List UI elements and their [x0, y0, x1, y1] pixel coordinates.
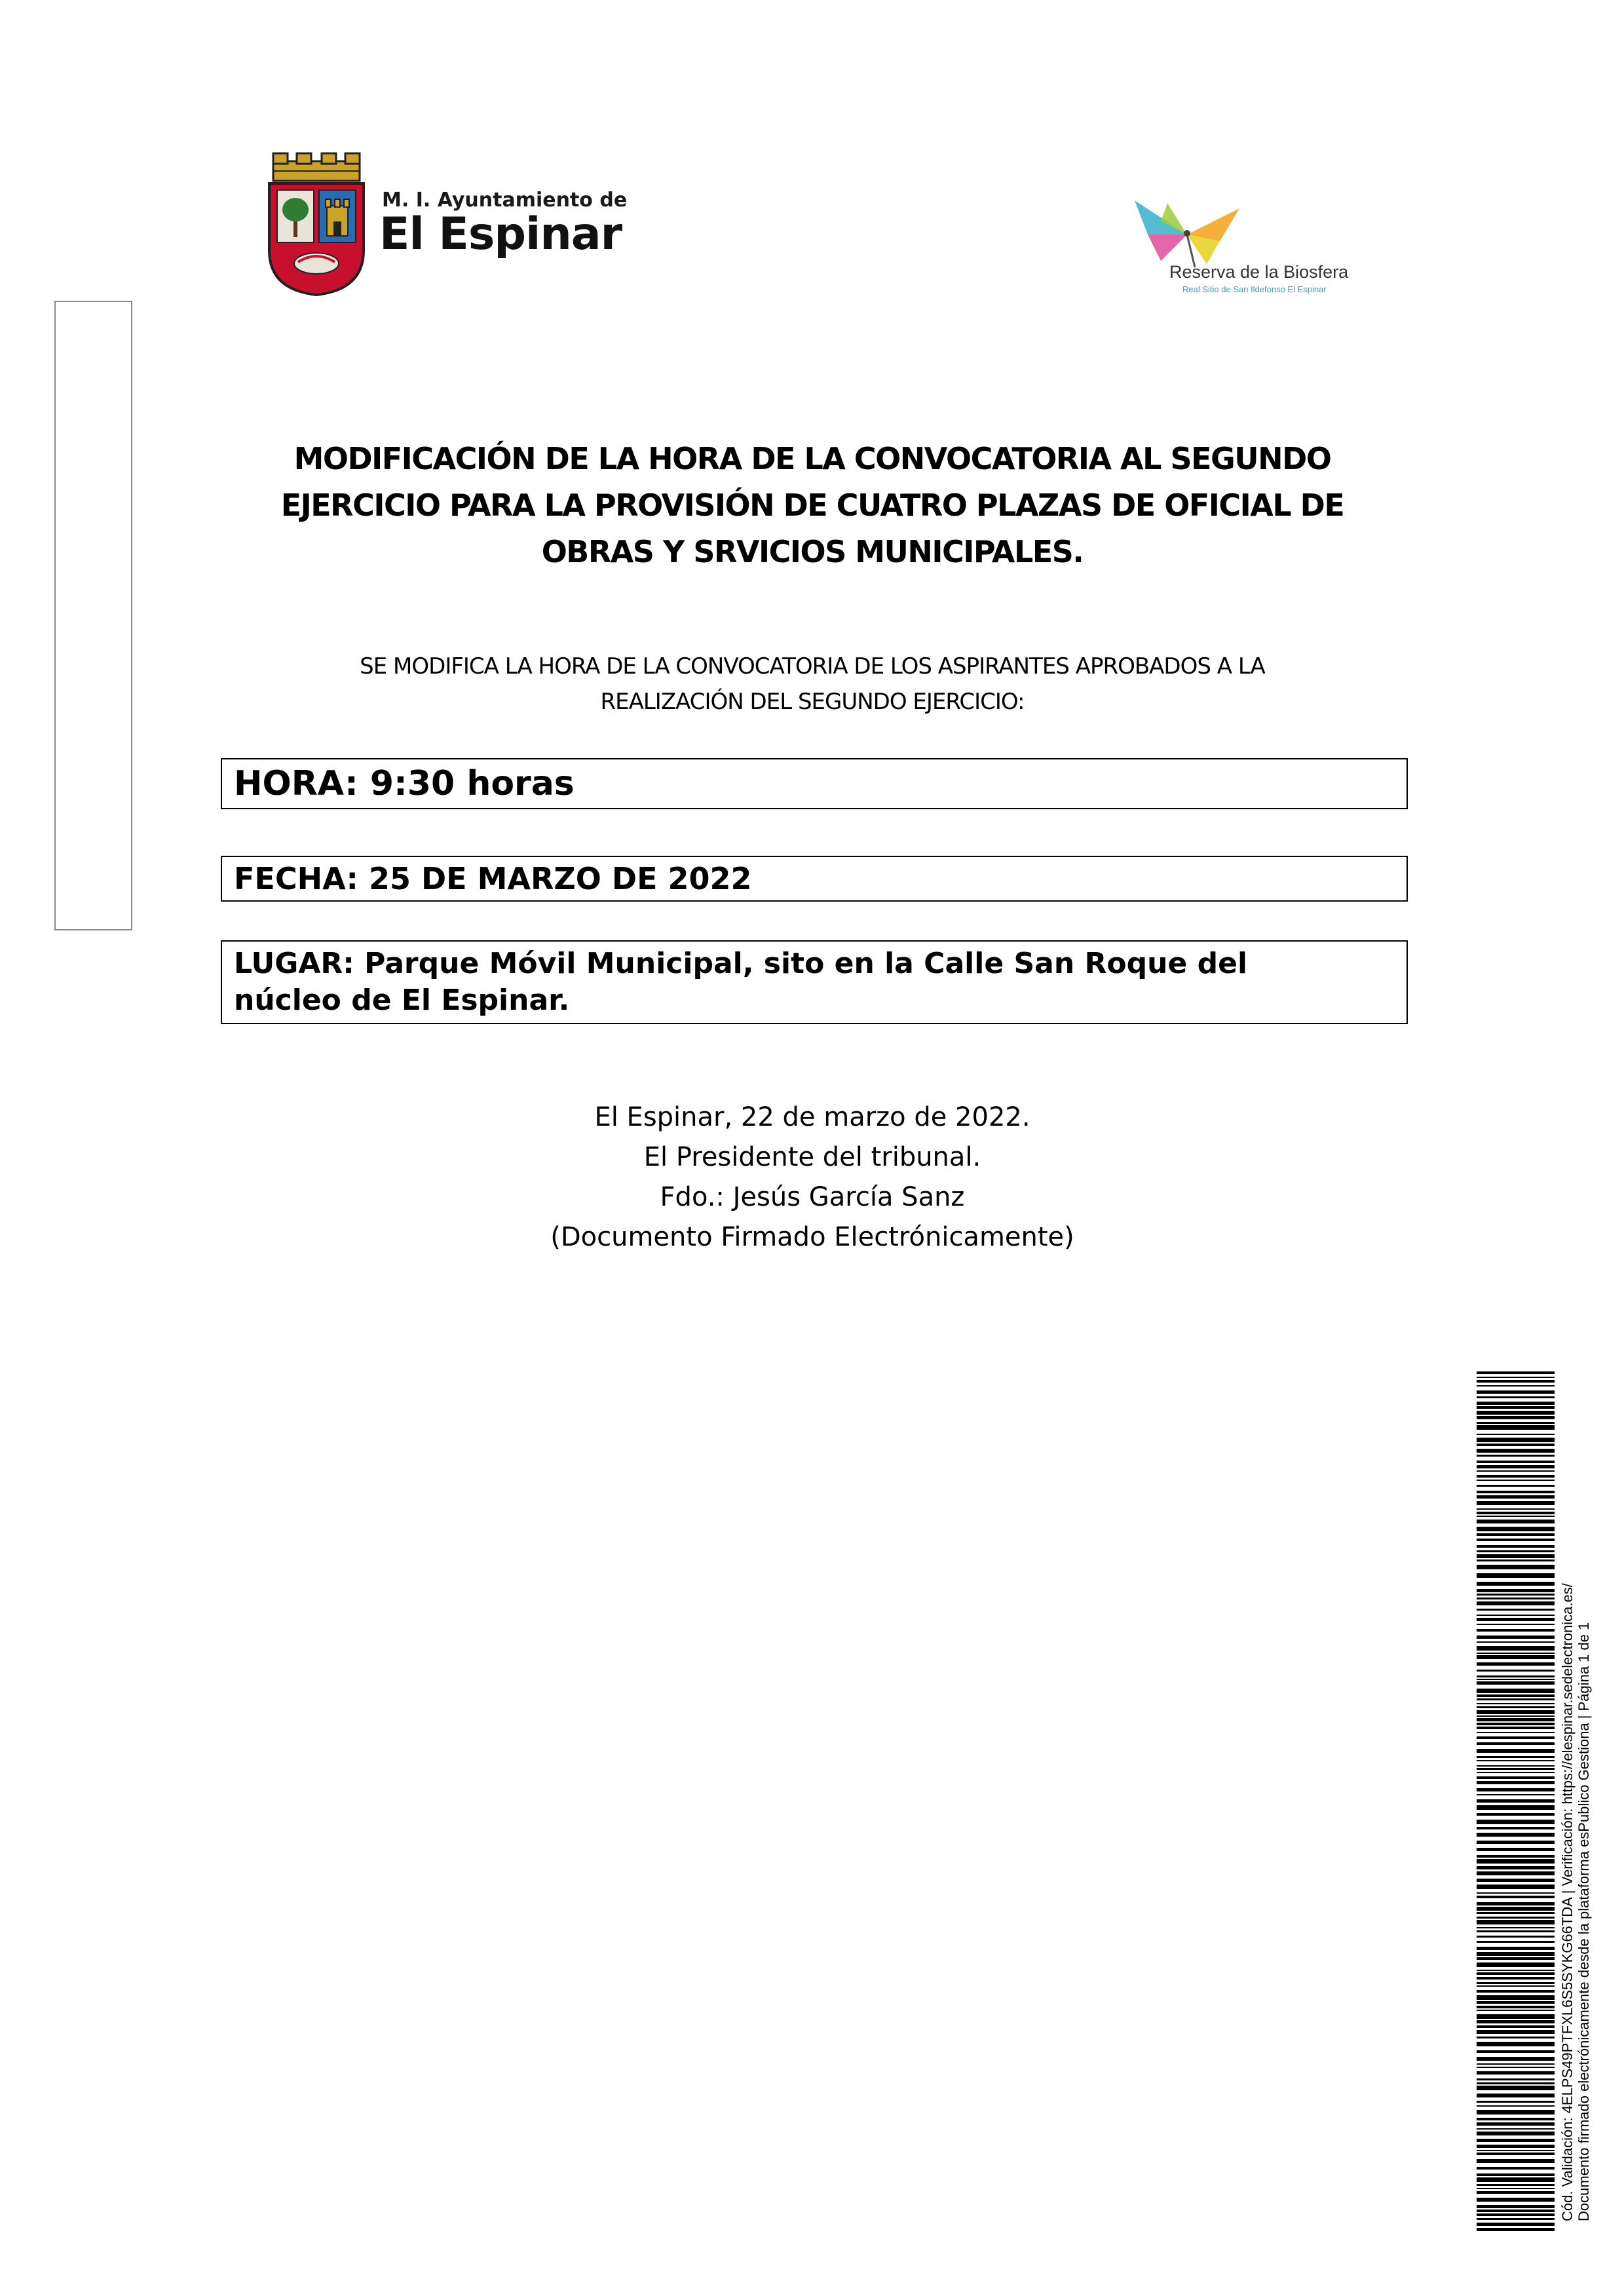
barcode-bar	[1477, 1539, 1555, 1541]
lugar-line: LUGAR: Parque Móvil Municipal, sito en la Calle San Roque del	[234, 947, 1248, 980]
barcode-bar	[1477, 2191, 1555, 2194]
barcode-bar	[1477, 2228, 1555, 2231]
barcode-bar	[1477, 1594, 1555, 1596]
barcode-bar	[1477, 2105, 1555, 2107]
barcode-bar	[1477, 1957, 1555, 1960]
barcode-bar	[1477, 1742, 1555, 1745]
barcode-bar	[1477, 1936, 1555, 1938]
barcode-bar	[1477, 1749, 1555, 1753]
barcode-bar	[1477, 1907, 1555, 1911]
barcode-bar	[1477, 1601, 1555, 1605]
barcode-bar	[1477, 1385, 1555, 1387]
barcode-bar	[1477, 1422, 1555, 1424]
barcode-bar	[1477, 1573, 1555, 1578]
barcode-bar	[1477, 1406, 1555, 1409]
lugar-line: núcleo de El Espinar.	[234, 984, 570, 1017]
barcode-bar	[1477, 1598, 1555, 1599]
barcode-bar	[1477, 2042, 1555, 2046]
barcode-bar	[1477, 1516, 1555, 1517]
barcode-bar	[1477, 2159, 1555, 2163]
barcode-bar	[1477, 1859, 1555, 1864]
barcode-bar	[1477, 1589, 1555, 1592]
barcode-bar	[1477, 1723, 1555, 1725]
lugar-field	[221, 940, 1408, 1024]
barcode-bar	[1477, 1962, 1555, 1967]
barcode-bar	[1477, 1985, 1555, 1987]
barcode-bar	[1477, 2145, 1555, 2148]
barcode-bar	[1477, 2139, 1555, 2142]
barcode-bar	[1477, 2030, 1555, 2034]
barcode-bar	[1477, 1508, 1555, 1510]
barcode-bar	[1477, 1947, 1555, 1950]
intro-line: REALIZACIÓN DEL SEGUNDO EJERCICIO:	[600, 689, 1025, 715]
barcode-bar	[1477, 1698, 1555, 1700]
barcode-bar	[1477, 1866, 1555, 1869]
barcode-bar	[1477, 1990, 1555, 1993]
barcode-bar	[1477, 1681, 1555, 1685]
barcode-bar	[1477, 1444, 1555, 1446]
barcode-bar	[1477, 1756, 1555, 1758]
barcode-bar	[1477, 2050, 1555, 2053]
barcode-bar	[1477, 1930, 1555, 1932]
barcode-bar	[1477, 1920, 1555, 1924]
barcode-bar	[1477, 1927, 1555, 1928]
fecha-field: FECHA: 25 DE MARZO DE 2022	[221, 856, 1408, 902]
barcode-bar	[1477, 1912, 1555, 1914]
barcode-bar	[1477, 1434, 1555, 1435]
barcode-bar	[1477, 1396, 1555, 1398]
barcode-bar	[1477, 2057, 1555, 2061]
barcode-bar	[1477, 2184, 1555, 2186]
barcode-bar	[1477, 1653, 1555, 1654]
barcode-bar	[1477, 1896, 1555, 1898]
barcode-bar	[1477, 1715, 1555, 1717]
barcode-bar	[1477, 1615, 1555, 1616]
barcode-bar	[1477, 1820, 1555, 1824]
barcode-bar	[1477, 1902, 1555, 1905]
barcode-bar	[1477, 1727, 1555, 1729]
barcode-bar	[1477, 2152, 1555, 2155]
barcode-bar	[1477, 1411, 1555, 1415]
barcode-bar	[1477, 1670, 1555, 1672]
barcode-bar	[1477, 1799, 1555, 1803]
barcode-bar	[1477, 1879, 1555, 1882]
barcode-bar	[1477, 2188, 1555, 2189]
title-line: EJERCICIO PARA LA PROVISIÓN DE CUATRO PLAZAS DE OFICIAL DE	[280, 488, 1344, 523]
signature-place-date: El Espinar, 22 de marzo de 2022.	[594, 1102, 1030, 1132]
barcode-bar	[1477, 2086, 1555, 2090]
document-title	[249, 436, 1376, 575]
barcode-bar	[1477, 2210, 1555, 2212]
barcode-bar	[1477, 1706, 1555, 1708]
barcode-bar	[1477, 1841, 1555, 1844]
barcode-bar	[1477, 1416, 1555, 1419]
barcode-bar	[1477, 2218, 1555, 2220]
barcode-bar	[1477, 1765, 1555, 1767]
barcode-bar	[1477, 2177, 1555, 2182]
barcode-bar	[1477, 1559, 1555, 1561]
barcode-bar	[1477, 2063, 1555, 2065]
barcode-bar	[1477, 1703, 1555, 1704]
barcode-bar	[1477, 2006, 1555, 2008]
barcode-bar	[1477, 1736, 1555, 1739]
barcode-bar	[1477, 1629, 1555, 1632]
barcode-bar	[1477, 1848, 1555, 1851]
barcode-bar	[1477, 1970, 1555, 1971]
barcode-bar	[1477, 1485, 1555, 1487]
barcode-bar	[1477, 2001, 1555, 2004]
barcode-bar	[1477, 2020, 1555, 2023]
barcode-bar	[1477, 1550, 1555, 1552]
barcode-bar	[1477, 1805, 1555, 1810]
barcode-bar	[1477, 1813, 1555, 1816]
barcode-bar	[1477, 1480, 1555, 1481]
intro-paragraph	[249, 649, 1376, 719]
barcode-bar	[1477, 2014, 1555, 2019]
barcode-bar	[1477, 1438, 1555, 1442]
barcode-bar	[1477, 1732, 1555, 1733]
barcode-bar	[1477, 1475, 1555, 1478]
ayuntamiento-name: El Espinar	[379, 208, 622, 260]
signature-note: (Documento Firmado Electrónicamente)	[550, 1222, 1074, 1252]
barcode-bar	[1477, 1554, 1555, 1558]
barcode-bar	[1477, 1941, 1555, 1943]
validation-code-text: Cód. Validación: 4ELPS49PTFXL6S5SYKG66TDA | Verificación: https://elespinar.sedelectronica.es/	[1559, 1583, 1576, 2221]
registry-stamp-box	[54, 301, 132, 930]
barcode-bar	[1477, 1520, 1555, 1523]
barcode-bar	[1477, 1455, 1555, 1457]
validation-platform-text: Documento firmado electrónicamente desde la plataforma esPublico Gestiona | Página 1 de 1	[1576, 1622, 1592, 2221]
barcode-bar	[1477, 2118, 1555, 2120]
barcode-bar	[1477, 2128, 1555, 2130]
barcode-bar	[1477, 1641, 1555, 1643]
title-line: OBRAS Y SRVICIOS MUNICIPALES.	[541, 534, 1084, 569]
barcode-bar	[1477, 1491, 1555, 1493]
barcode-bar	[1477, 1776, 1555, 1779]
barcode-bar	[1477, 1624, 1555, 1625]
ayuntamiento-label: M. I. Ayuntamiento de	[382, 189, 628, 212]
barcode-bar	[1477, 1662, 1555, 1666]
barcode-bar	[1477, 1646, 1555, 1651]
barcode-bar	[1477, 1609, 1555, 1611]
barcode-bar	[1477, 1533, 1555, 1536]
barcode-bar	[1477, 1675, 1555, 1677]
barcode-bar	[1477, 2094, 1555, 2097]
barcode-bar	[1477, 1995, 1555, 2000]
hora-field: HORA: 9:30 horas	[221, 758, 1408, 809]
barcode-bar	[1477, 2150, 1555, 2151]
signature-role: El Presidente del tribunal.	[643, 1142, 981, 1172]
barcode-bar	[1477, 1694, 1555, 1697]
validation-barcode	[1477, 1371, 1555, 2236]
barcode-bar	[1477, 1885, 1555, 1889]
barcode-bar	[1477, 2071, 1555, 2075]
barcode-bar	[1477, 1449, 1555, 1453]
barcode-bar	[1477, 1545, 1555, 1548]
barcode-bar	[1477, 1470, 1555, 1472]
barcode-bar	[1477, 1565, 1555, 1569]
barcode-bar	[1477, 2205, 1555, 2208]
barcode-bar	[1477, 2082, 1555, 2084]
barcode-bar	[1477, 2213, 1555, 2216]
barcode-bar	[1477, 1679, 1555, 1680]
barcode-bar	[1477, 2223, 1555, 2226]
biosfera-subtitle: Real Sitio de San Ildefonso El Espinar	[1182, 284, 1327, 294]
barcode-bar	[1477, 1425, 1555, 1430]
signature-block	[249, 1098, 1376, 1257]
barcode-bar	[1477, 2110, 1555, 2114]
barcode-bar	[1477, 2010, 1555, 2011]
barcode-bar	[1477, 1527, 1555, 1531]
barcode-bar	[1477, 2167, 1555, 2170]
barcode-bar	[1477, 2037, 1555, 2038]
barcode-bar	[1477, 1871, 1555, 1875]
barcode-bar	[1477, 1781, 1555, 1784]
barcode-bar	[1477, 1952, 1555, 1956]
barcode-bar	[1477, 1461, 1555, 1463]
barcode-bar	[1477, 1710, 1555, 1714]
barcode-bar	[1477, 1827, 1555, 1829]
barcode-bar	[1477, 1718, 1555, 1721]
barcode-bar	[1477, 1582, 1555, 1586]
barcode-bar	[1477, 2025, 1555, 2028]
barcode-bar	[1477, 2173, 1555, 2176]
barcode-bar	[1477, 1794, 1555, 1795]
barcode-bar	[1477, 2078, 1555, 2080]
barcode-bar	[1477, 1833, 1555, 1837]
barcode-bar	[1477, 1788, 1555, 1791]
barcode-bar	[1477, 1977, 1555, 1980]
barcode-bar	[1477, 1689, 1555, 1693]
biosfera-title: Reserva de la Biosfera	[1169, 262, 1349, 282]
barcode-bar	[1477, 1390, 1555, 1394]
barcode-bar	[1477, 1892, 1555, 1894]
barcode-bar	[1477, 1501, 1555, 1505]
el-espinar-crest-logo	[264, 152, 369, 296]
barcode-bar	[1477, 1402, 1555, 1405]
barcode-bar	[1477, 1377, 1555, 1378]
barcode-bar	[1477, 2122, 1555, 2126]
barcode-bar	[1477, 1636, 1555, 1639]
barcode-bar	[1477, 1465, 1555, 1468]
barcode-bar	[1477, 1495, 1555, 1499]
barcode-bar	[1477, 1371, 1555, 1374]
barcode-bar	[1477, 1855, 1555, 1858]
barcode-bar	[1477, 2132, 1555, 2135]
title-line: MODIFICACIÓN DE LA HORA DE LA CONVOCATORIA AL SEGUNDO	[293, 441, 1331, 476]
barcode-bar	[1477, 1618, 1555, 1621]
barcode-bar	[1477, 2067, 1555, 2068]
barcode-bar	[1477, 1772, 1555, 1773]
barcode-bar	[1477, 1655, 1555, 1659]
barcode-bar	[1477, 1768, 1555, 1770]
intro-line: SE MODIFICA LA HORA DE LA CONVOCATORIA DE LOS ASPIRANTES APROBADOS A LA	[360, 653, 1265, 679]
barcode-bar	[1477, 2101, 1555, 2103]
barcode-bar	[1477, 1917, 1555, 1919]
barcode-bar	[1477, 1982, 1555, 1984]
signature-name: Fdo.: Jesús García Sanz	[660, 1182, 965, 1212]
barcode-bar	[1477, 1760, 1555, 1761]
barcode-bar	[1477, 1972, 1555, 1975]
barcode-bar	[1477, 1512, 1555, 1514]
barcode-bar	[1477, 1380, 1555, 1383]
barcode-bar	[1477, 2198, 1555, 2202]
